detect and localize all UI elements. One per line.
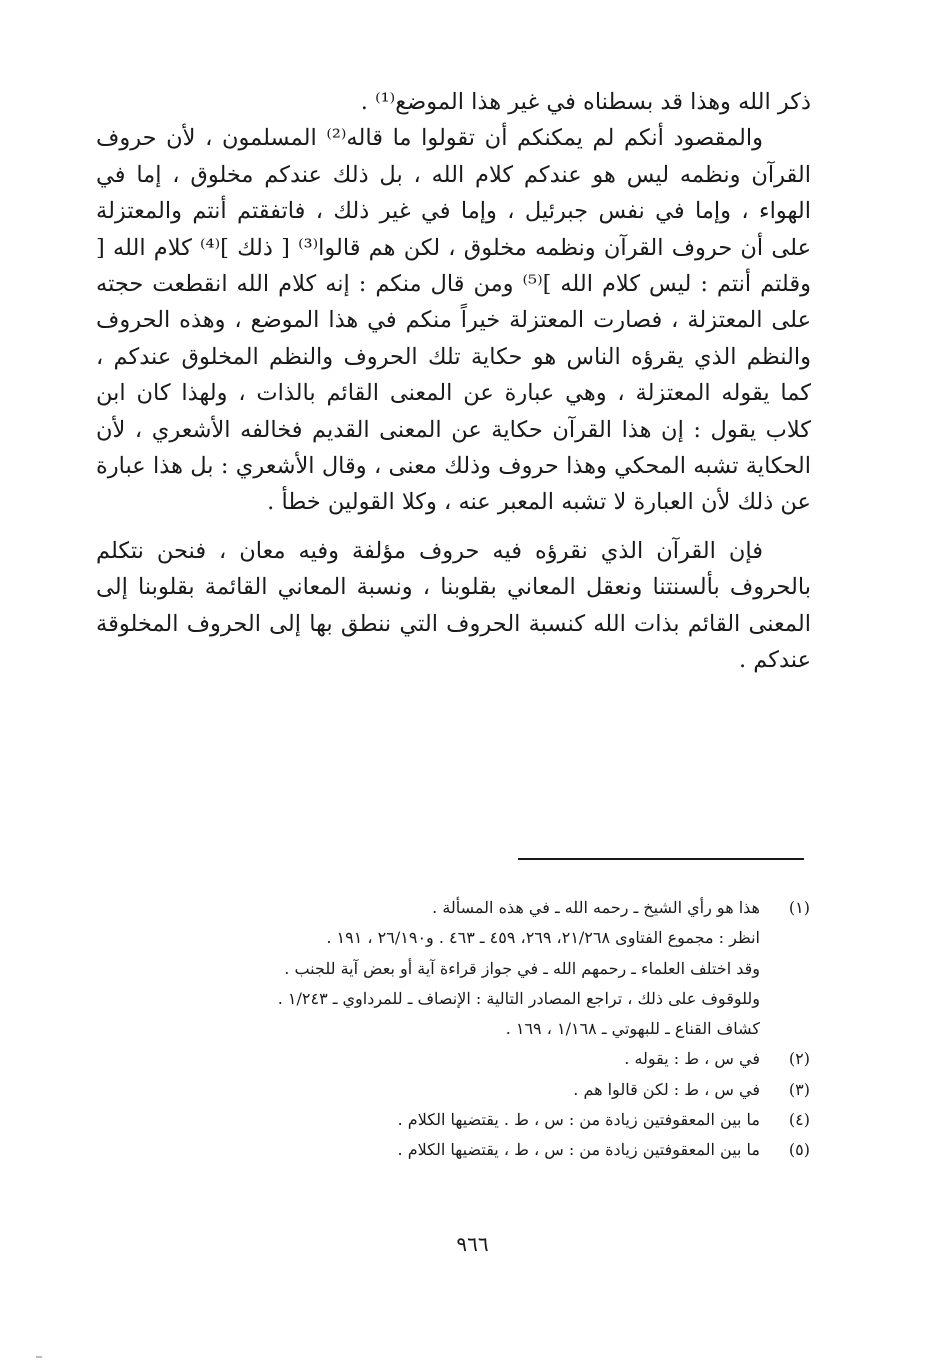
paragraph-2 (96, 120, 811, 520)
text-line: تلك الحروف والنظم المخلوق عندكم ، كما يقوله المعتزلة ، وهي عبارة (96, 343, 811, 407)
footnote-line: ما بين المعقوفتين زيادة من : س ، ط . يقتضيها الكلام . (397, 1110, 760, 1130)
body-text (96, 84, 811, 679)
text-line: حروف القرآن ونظمه ليس هو عندكم كلام الله ، بل ذلك عندكم مخلوق ، (96, 125, 811, 188)
footnote-line: كشاف القناع ـ للبهوتي ـ ١/١٦٨ ، ١٦٩ . (505, 1019, 760, 1039)
text-line: عن المعنى القائم بالذات ، ولهذا كان ابن كلاب يقول : إن هذا القرآن (96, 380, 811, 443)
paragraph-3 (96, 533, 811, 679)
footnote-number: (٢) (788, 1049, 810, 1069)
text-line: في هذا الموضع ، وهذه الحروف والنظم الذي يقرؤه الناس هو حكاية (96, 307, 811, 370)
text-line: إما في الهواء ، وإما في نفس جبرئيل ، وإما في غير ذلك ، فاتفقتم أنتم (96, 161, 811, 225)
scan-speck (36, 1356, 42, 1358)
paragraph-1 (96, 84, 811, 120)
footnote-2 (100, 1044, 810, 1074)
footnote-number: (٣) (788, 1079, 810, 1099)
footnote-line: في س ، ط : لكن قالوا هم . (573, 1079, 760, 1099)
text-line: بالحروف بألسنتنا ونعقل المعاني بقلوبنا ، ونسبة المعاني القائمة بقلوبنا (138, 574, 812, 601)
footnote-line: في س ، ط : يقوله . (624, 1049, 760, 1069)
footnote-line: وللوقوف على ذلك ، تراجع المصادر التالية : الإنصاف ـ للمرداوي ـ ١/٢٤٣ . (277, 988, 760, 1008)
footnote-line: ما بين المعقوفتين زيادة من : س ، ط ، يقتضيها الكلام . (397, 1140, 760, 1160)
text-line: وهذا حروف وذلك معنى ، وقال الأشعري : بل هذا عبارة عن ذلك لأن (96, 453, 811, 516)
text-line: العبارة لا تشبه المعبر عنه ، وكلا القولين خطأ . (267, 489, 694, 516)
text-line: فإن القرآن الذي نقرؤه فيه حروف مؤلفة وفيه معان ، فنحن نتكلم (96, 537, 763, 564)
text-line: حكاية عن المعنى القديم فخالفه الأشعري ، لأن الحكاية تشبه المحكي (96, 416, 811, 480)
page-number: ٩٦٦ (456, 1232, 489, 1256)
footnote-3 (100, 1075, 810, 1105)
footnotes (100, 893, 810, 1166)
footnote-1 (100, 893, 810, 1044)
text-line: المخلوقة عندكم . (96, 610, 811, 674)
text-line: إلى المعنى القائم بذات الله كنسبة الحروف التي ننطق بها إلى الحروف (96, 574, 812, 637)
footnote-line: هذا هو رأي الشيخ ـ رحمه الله ـ في هذه المسألة . (432, 898, 760, 917)
footnote-line: وقد اختلف العلماء ـ رحمهم الله ـ في جواز قراءة آية أو بعض آية للجنب . (284, 958, 760, 978)
footnote-number: (٤) (788, 1110, 810, 1130)
text-line: والمعتزلة على أن حروف القرآن ونظمه مخلوق ، لكن هم قالوا⁽³⁾ (96, 198, 811, 261)
footnote-4 (100, 1105, 810, 1135)
text-line: والمقصود أنكم لم يمكنكم أن تقولوا ما قاله⁽²⁾ المسلمون ، لأن (166, 125, 764, 152)
footnote-number: (٥) (788, 1140, 810, 1160)
text-line: [ ذلك ]⁽⁴⁾ كلام الله [ وقلتم أنتم : ليس كلام الله ]⁽⁵⁾ ومن قال منكم : (96, 234, 811, 298)
text-line: إنه كلام الله انقطعت حجته على المعتزلة ، فصارت المعتزلة خيراً منكم (96, 271, 812, 334)
footnote-5 (100, 1135, 810, 1165)
footnote-line: انظر : مجموع الفتاوى ٢١/٢٦٨، ٢٦٩، ٤٥٩ ـ ٤٦٣ . و٢٦/١٩٠ ، ١٩١ . (326, 928, 760, 948)
text-line: ذكر الله وهذا قد بسطناه في غير هذا الموضع⁽¹⁾ . (360, 89, 811, 115)
footnote-number: (١) (788, 898, 810, 917)
footnote-divider (518, 858, 804, 860)
paragraph-gap (96, 521, 811, 533)
